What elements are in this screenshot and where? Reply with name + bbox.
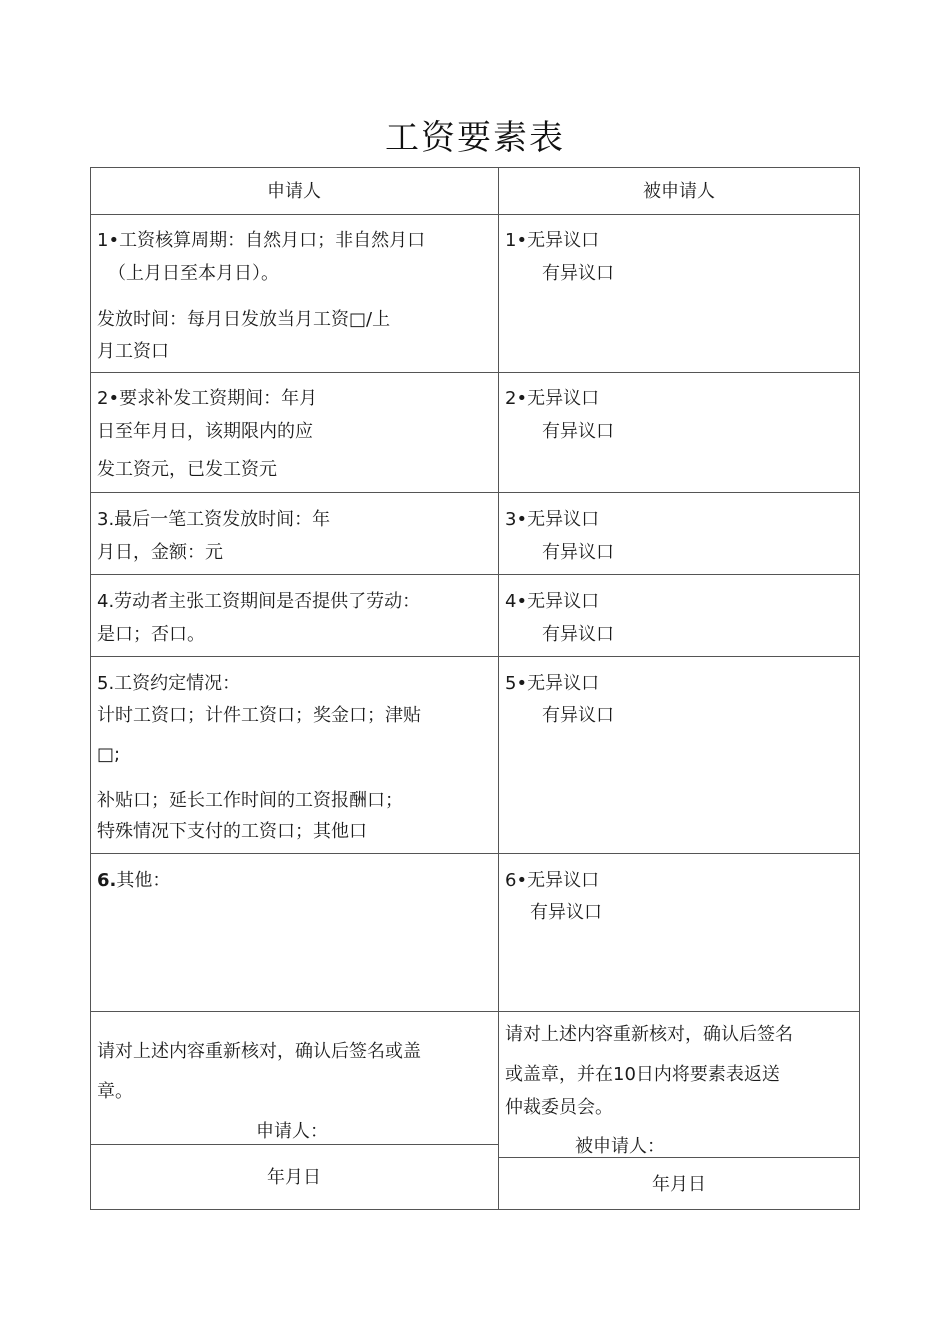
table-border-top — [90, 167, 860, 168]
row-divider — [90, 214, 860, 215]
table-column-divider — [498, 167, 499, 1210]
footer-left-note-line2: 章。 — [97, 1081, 133, 1102]
row5-left-line2: 计时工资口；计件工资口；奖金口；津贴 — [97, 705, 421, 726]
row6-label: 其他： — [116, 870, 171, 891]
row-divider — [90, 656, 860, 657]
row6-right-objection: 有异议口 — [530, 902, 602, 923]
row1-left-line1: 1•工资核算周期：自然月口；非自然月口 — [97, 230, 426, 251]
table-border-left — [90, 167, 91, 1210]
applicant-signature-label: 申请人： — [256, 1121, 328, 1142]
left-date-divider — [90, 1144, 499, 1145]
row1-right-objection: 有异议口 — [542, 263, 614, 284]
row3-left-line2: 月日，金额：元 — [97, 542, 223, 563]
header-respondent: 被申请人 — [643, 181, 715, 202]
respondent-date: 年月日 — [652, 1174, 706, 1195]
footer-left-note-line1: 请对上述内容重新核对，确认后签名或盖 — [97, 1041, 421, 1062]
row-divider — [90, 853, 860, 854]
row4-right-objection: 有异议口 — [542, 624, 614, 645]
row-divider — [90, 1011, 860, 1012]
row1-left-line4: 月工资口 — [97, 341, 169, 362]
row6-number: 6. — [97, 870, 117, 891]
row2-right-objection: 有异议口 — [542, 421, 614, 442]
row6-left-line1 — [97, 870, 170, 892]
footer-right-note-line3: 仲裁委员会。 — [505, 1097, 613, 1118]
footer-right-note-line1: 请对上述内容重新核对，确认后签名 — [505, 1024, 793, 1045]
row1-left-line3: 发放时间：每月日发放当月工资□/上 — [97, 309, 391, 330]
row4-left-line2: 是口；否口。 — [97, 624, 205, 645]
row-divider — [90, 574, 860, 575]
row2-left-line1: 2•要求补发工资期间：年月 — [97, 388, 318, 409]
row-divider — [90, 372, 860, 373]
header-applicant: 申请人 — [267, 181, 321, 202]
right-date-divider — [498, 1157, 860, 1158]
footer-right-note-line2: 或盖章，并在10日内将要素表返送 — [505, 1064, 780, 1085]
row2-left-line3: 发工资元，已发工资元 — [97, 459, 277, 480]
row5-left-line4: 补贴口；延长工作时间的工资报酬口； — [97, 790, 403, 811]
row4-right-no-objection: 4•无异议口 — [505, 591, 600, 612]
row2-right-no-objection: 2•无异议口 — [505, 388, 600, 409]
row1-left-line2: （上月日至本月日）。 — [108, 263, 279, 284]
row5-left-line3: □; — [97, 744, 121, 765]
row3-left-line1: 3.最后一笔工资发放时间：年 — [97, 509, 331, 530]
row5-right-no-objection: 5•无异议口 — [505, 673, 600, 694]
row5-left-line1: 5.工资约定情况： — [97, 673, 241, 694]
row-divider — [90, 492, 860, 493]
row3-right-objection: 有异议口 — [542, 542, 614, 563]
row5-right-objection: 有异议口 — [542, 705, 614, 726]
row5-left-line5: 特殊情况下支付的工资口；其他口 — [97, 821, 367, 842]
row2-left-line2: 日至年月日，该期限内的应 — [97, 421, 313, 442]
table-border-right — [859, 167, 860, 1210]
table-border-bottom — [90, 1209, 860, 1210]
row1-right-no-objection: 1•无异议口 — [505, 230, 600, 251]
respondent-signature-label: 被申请人： — [575, 1136, 665, 1157]
applicant-date: 年月日 — [267, 1167, 321, 1188]
row3-right-no-objection: 3•无异议口 — [505, 509, 600, 530]
row4-left-line1: 4.劳动者主张工资期间是否提供了劳动： — [97, 591, 421, 612]
row6-right-no-objection: 6•无异议口 — [505, 870, 600, 891]
page-title: 工资要素表 — [385, 118, 565, 158]
